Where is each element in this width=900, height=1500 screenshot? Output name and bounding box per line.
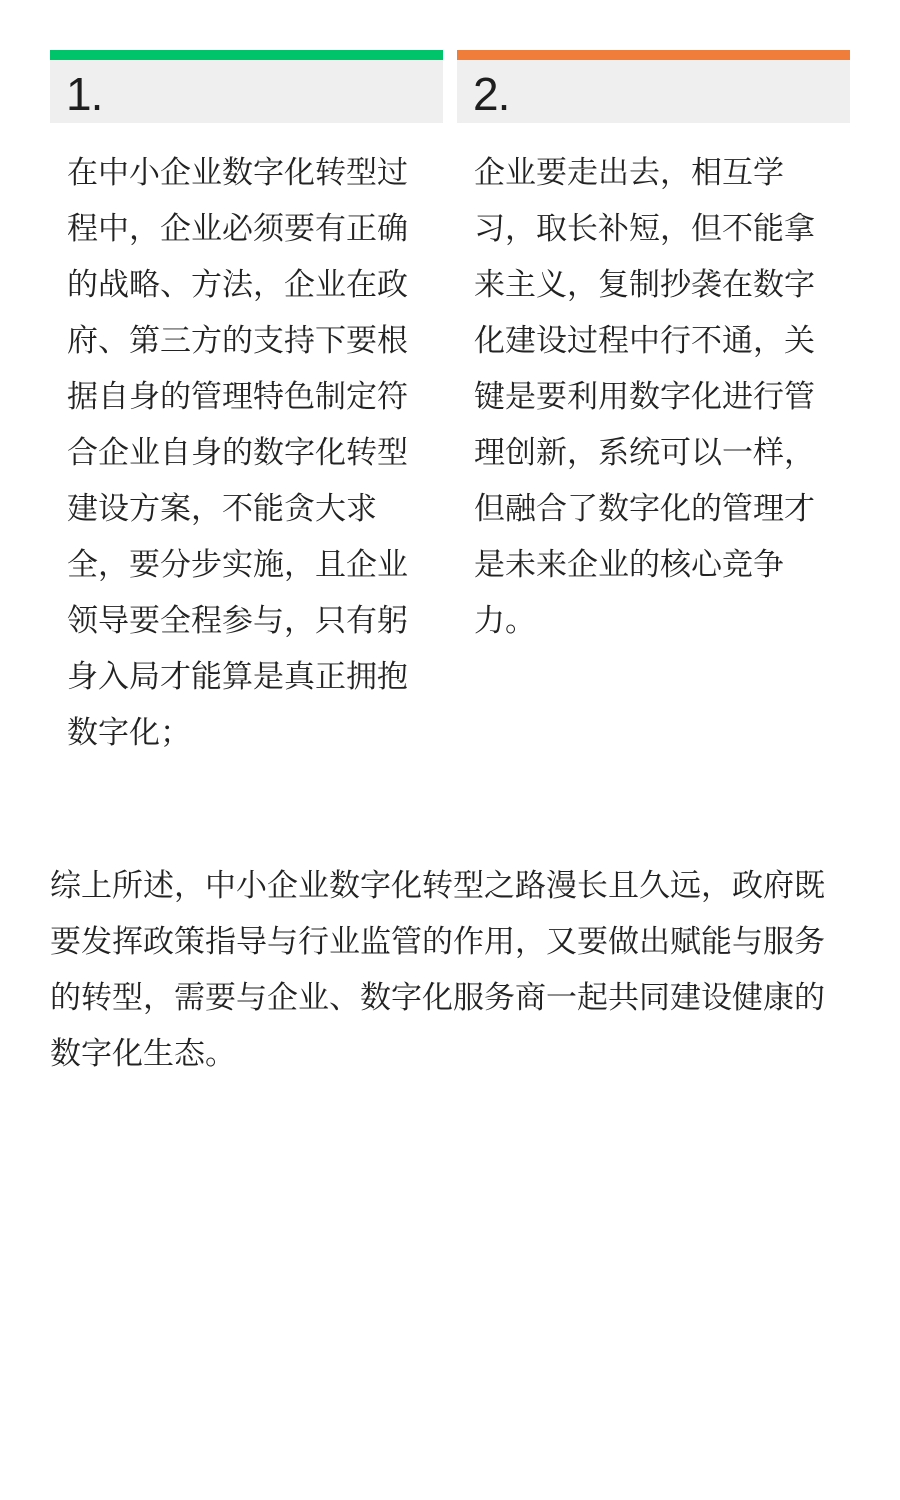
point-number: 2.	[473, 67, 510, 120]
numbered-points	[50, 50, 850, 761]
point-text: 企业要走出去，相互学习，取长补短，但不能拿来主义，复制抄袭在数字化建设过程中行不通，关键是要利用数字化进行管理创新，系统可以一样，但融合了数字化的管理才是未来企业的核心竞争力。	[474, 155, 815, 639]
point-text: 在中小企业数字化转型过程中，企业必须要有正确的战略、方法，企业在政府、第三方的支持下要根据自身的管理特色制定符合企业自身的数字化转型建设方案，不能贪大求全，要分步实施，且企业领导要全程参与，只有躬身入局才能算是真正拥抱数字化；	[67, 155, 408, 751]
point-card-header	[50, 50, 443, 123]
point-card-2	[457, 50, 850, 761]
point-number: 1.	[66, 67, 103, 120]
point-card-header	[457, 50, 850, 123]
point-card-1	[50, 50, 443, 761]
summary-paragraph: 综上所述，中小企业数字化转型之路漫长且久远，政府既要发挥政策指导与行业监管的作用，又要做出赋能与服务的转型，需要与企业、数字化服务商一起共同建设健康的数字化生态。	[50, 868, 825, 1072]
